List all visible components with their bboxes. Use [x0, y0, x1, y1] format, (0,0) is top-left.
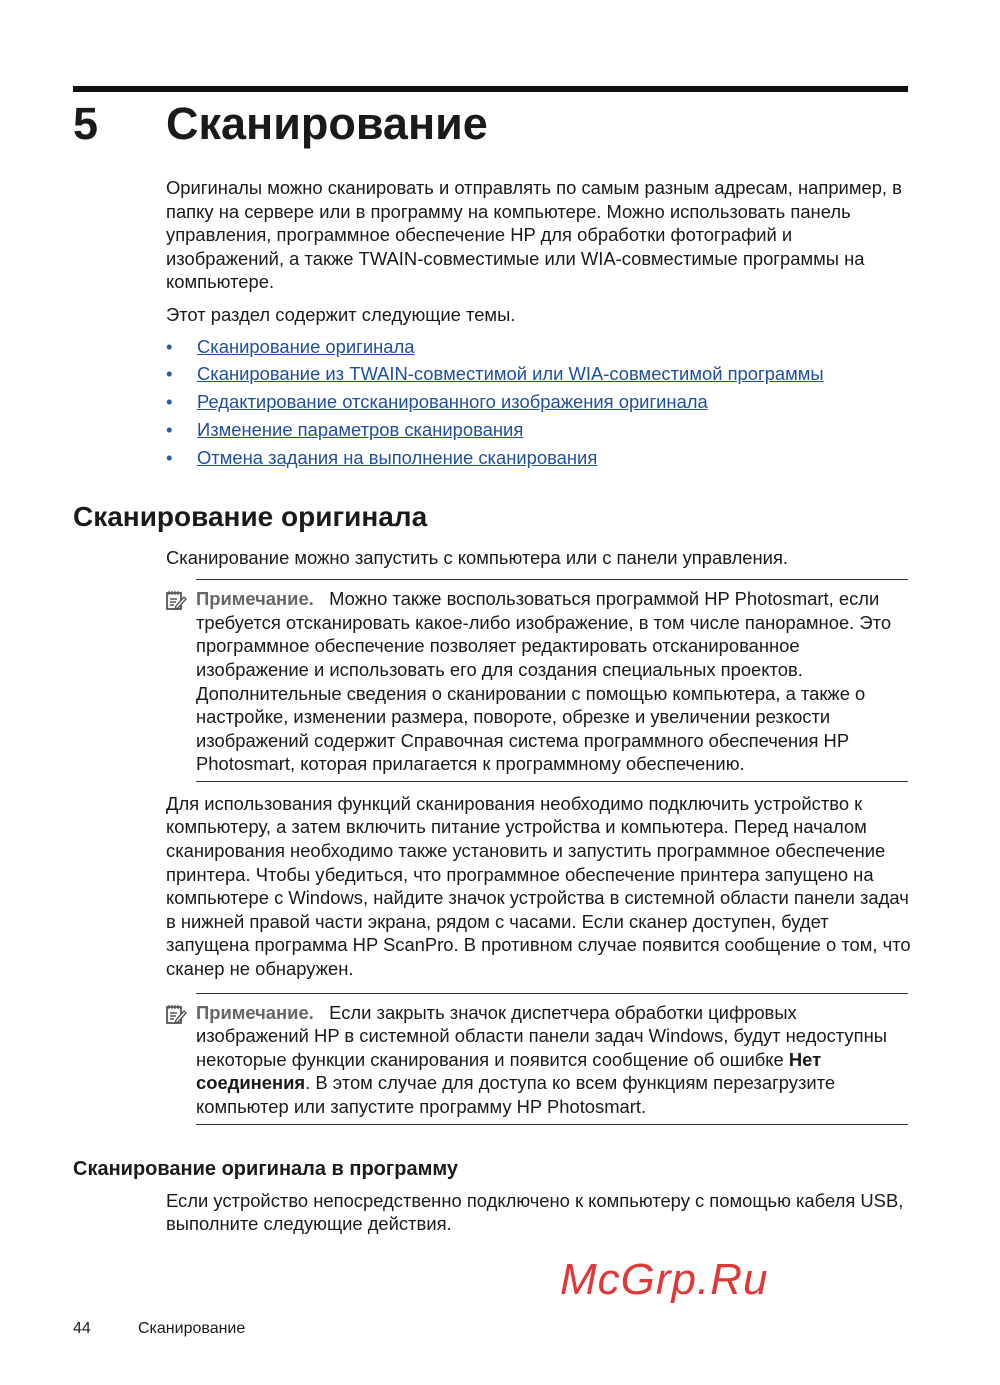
bullet: • [166, 446, 173, 468]
topic-link[interactable]: Редактирование отсканированного изображения оригинала [197, 391, 708, 413]
topic-link[interactable]: Отмена задания на выполнение сканирования [197, 446, 598, 468]
bullet: • [166, 418, 173, 440]
note-label: Примечание. [196, 1001, 314, 1023]
note-text: Можно также воспользоваться программой HP Photosmart, если требуется отсканировать какое-либо изображение, в том числе панорамное. Это программное обеспечение позволяет редактировать отсканированное изображение и использовать его для создания специальных проектов. Дополнительные сведения о сканировании с помощью компьютера, а также о настройке, изменении размера, повороте, обрезке и увеличении резкости изображений содержит Справочная система программного обеспечения HP Photosmart, которая прилагается к программному обеспечению. [196, 588, 892, 775]
bullet: • [166, 363, 173, 385]
note-icon [165, 1003, 187, 1025]
chapter-title: Сканирование [166, 98, 488, 149]
note-2 [196, 1001, 911, 1119]
bullet: • [166, 335, 173, 357]
section-lead: Сканирование можно запустить с компьютера или с панели управления. [166, 546, 789, 568]
footer-chapter: Сканирование [138, 1320, 246, 1337]
chapter-heading [73, 96, 908, 152]
list-item [166, 388, 908, 416]
topic-link[interactable]: Изменение параметров сканирования [197, 418, 524, 440]
chapter-number: 5 [73, 98, 99, 149]
bullet: • [166, 391, 173, 413]
note-box-1 [196, 579, 908, 782]
chapter-rule [73, 86, 908, 92]
note-label: Примечание. [196, 588, 314, 610]
note-icon [165, 589, 187, 611]
subsection-body: Если устройство непосредственно подключено к компьютеру с помощью кабеля USB, выполните следующие действия. [166, 1189, 904, 1235]
list-item [166, 416, 908, 444]
list-item [166, 333, 908, 361]
subsection-heading: Сканирование оригинала в программу [73, 1157, 459, 1180]
list-item [166, 360, 908, 388]
watermark: McGrp.Ru [560, 1255, 769, 1304]
list-item [166, 444, 908, 472]
topics-intro: Этот раздел содержит следующие темы. [166, 303, 516, 325]
note-text: Если закрыть значок диспетчера обработки цифровых изображений HP в системной области панели задач Windows, будут недоступны некоторые функции сканирования и появится сообщение об ошибке [196, 1001, 887, 1070]
error-message-name: Нет соединения [196, 1048, 822, 1094]
topic-link[interactable]: Сканирование оригинала [197, 335, 415, 357]
note-1 [196, 587, 911, 776]
page [73, 0, 911, 1236]
section-heading: Сканирование оригинала [73, 500, 428, 532]
topic-link[interactable]: Сканирование из TWAIN-совместимой или WIA-совместимой программы [197, 363, 824, 385]
section-body: Для использования функций сканирования необходимо подключить устройство к компьютеру, а затем включить питание устройства и компьютера. Перед началом сканирования необходимо также установить и запустить программное обеспечение принтера. Чтобы убедиться, что программное обеспечение принтера запущено на компьютере с Windows, найдите значок устройства в системной области панели задач в нижней правой части экрана, рядом с часами. Если сканер доступен, будет запущена программа HP ScanPro. В противном случае появится сообщение о том, что сканер не обнаружен. [166, 792, 911, 980]
topics-list [166, 333, 908, 472]
note-text-end: . В этом случае для доступа ко всем функциям перезагрузите компьютер или запустите программу HP Photosmart. [196, 1072, 836, 1118]
intro-paragraph: Оригиналы можно сканировать и отправлять по самым разным адресам, например, в папку на сервере или в программу на компьютере. Можно использовать панель управления, программное обеспечение HP для обработки фотографий и изображений, а также TWAIN-совместимые или WIA-совместимые программы на компьютере. [166, 177, 902, 293]
note-box-2 [196, 993, 908, 1125]
page-number: 44 [73, 1320, 91, 1337]
